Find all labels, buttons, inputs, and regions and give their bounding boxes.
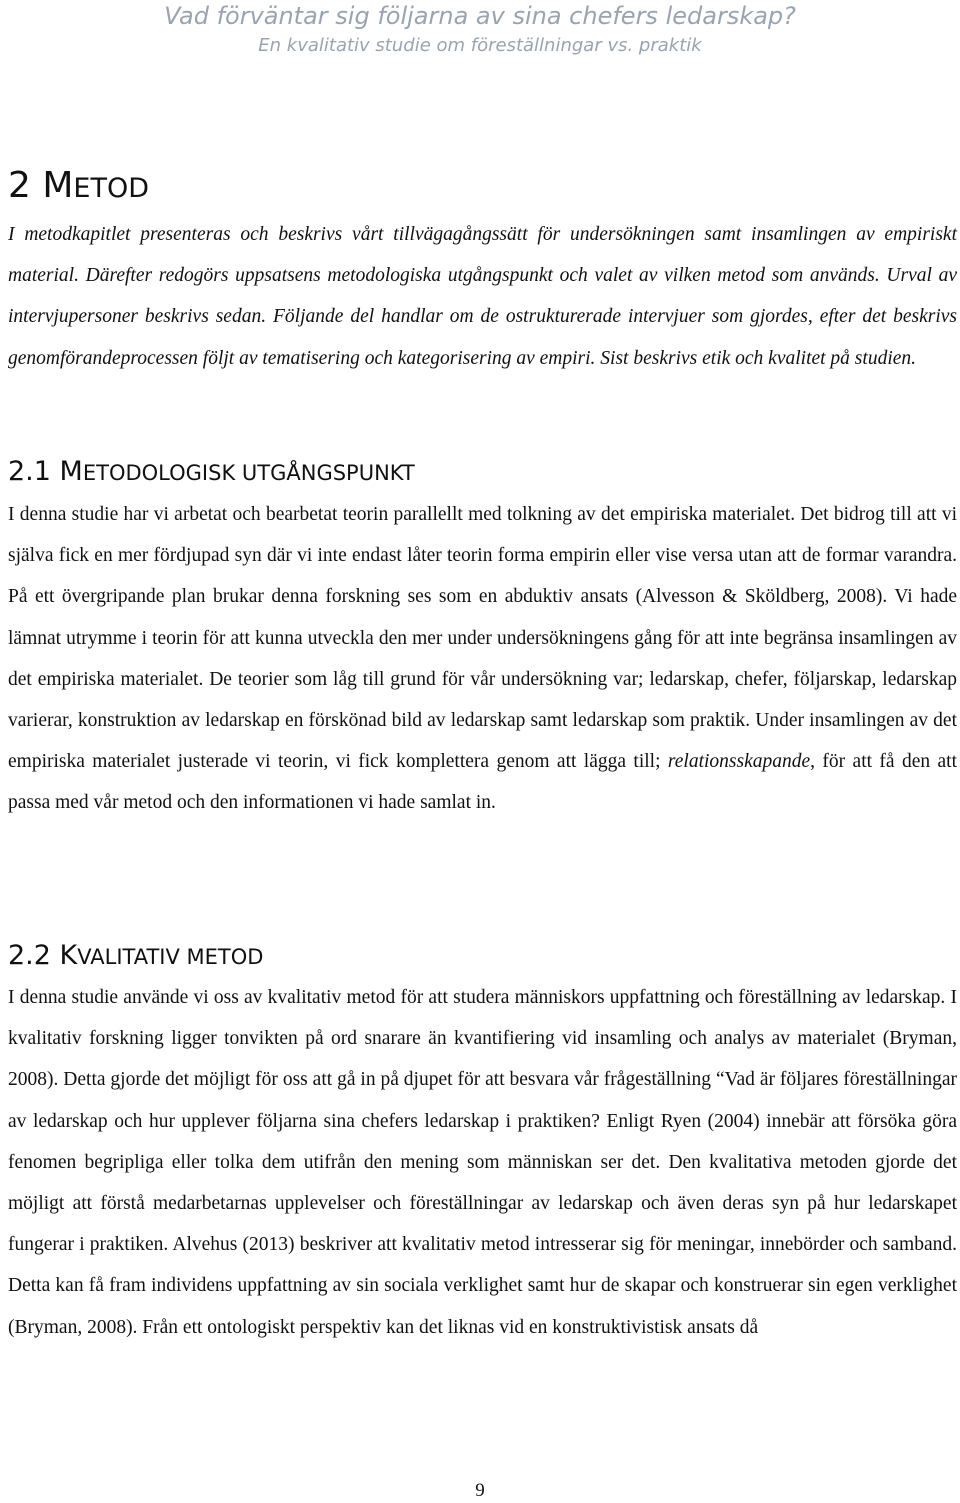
section-2-1-heading [8,455,415,490]
section-2-1-paragraph [8,494,957,824]
running-header-title: Vad förväntar sig följarna av sina chefers ledarskap? [164,2,796,30]
chapter-heading [8,164,149,211]
section-2-2-title-initial: K [59,940,78,971]
chapter-title-initial: M [42,165,74,206]
section-2-1-number: 2.1 [8,456,51,487]
section-2-1-emphasis: relationsskapande [667,751,811,773]
section-2-1-title-rest: ETODOLOGISK UTGÅNGSPUNKT [82,461,415,485]
section-2-2-title-rest: VALITATIV METOD [77,945,264,969]
section-2-2-number: 2.2 [8,940,51,971]
section-2-1-title-initial: M [59,456,83,487]
section-2-2-paragraph: I denna studie använde vi oss av kvalitativ metod för att studera människors uppfattning och föreställning av ledarskap. I kvalitativ forskning ligger tonvikten på ord snarare än kvantifiering vid insamling och analys av materialet (Bryman, 2008). Detta gjorde det möjligt för oss att gå in på djupet för att besvara vår frågeställning “Vad är följares föreställningar av ledarskap och hur upplever följarna sina chefers ledarskap i praktiken? Enligt Ryen (2004) innebär att försöka göra fenomen begripliga eller tolka dem utifrån den mening som människan ser det. Den kvalitativa metoden gjorde det möjligt att förstå medarbetarnas upplevelser och föreställningar av ledarskap och även deras syn på hur ledarskapet fungerar i praktiken. Alvehus (2013) beskriver att kvalitativ metod intresserar sig för meningar, innebörder och samband. Detta kan få fram individens uppfattning av sin sociala verklighet samt hur de skapar och konstruerar sin egen verklighet (Bryman, 2008). Från ett ontologiskt perspektiv kan det liknas vid en konstruktivistisk ansats då [8,987,957,1338]
running-header-subtitle: En kvalitativ studie om föreställningar vs. praktik [258,35,702,56]
section-2-1-text-start: I denna studie har vi arbetat och bearbetat teorin parallellt med tolkning av det empiriska materialet. Det bidrog till att vi själva fick en mer fördjupad syn där vi inte endast låter teorin forma empirin eller vise versa utan att de formar varandra. På ett övergripande plan brukar denna forskning ses som en abduktiv ansats (Alvesson & Sköldberg, 2008). Vi hade lämnat utrymme i teorin för att kunna utveckla den mer under undersökningens gång för att inte begränsa insamlingen av det empiriska materialet. De teorier som låg till grund för vår undersökning var; ledarskap, chefer, följarskap, ledarskap varierar, konstruktion av ledarskap en förskönad bild av ledarskap samt ledarskap som praktik. Under insamlingen av det empiriska materialet justerade vi teorin, vi fick komplettera genom att lägga till; [8,504,957,773]
page-number: 9 [475,1480,485,1501]
chapter-title-rest: ETOD [73,173,150,204]
chapter-number: 2 [8,165,31,206]
section-2-2-heading [8,939,263,974]
chapter-intro-paragraph: I metodkapitlet presenteras och beskrivs vårt tillvägagångssätt för undersökningen samt insamlingen av empiriskt material. Därefter redogörs uppsatsens metodologiska utgångspunkt och valet av vilken metod som används. Urval av intervjupersoner beskrivs sedan. Följande del handlar om de ostrukturerade intervjuer som gjordes, efter det beskrivs genomförandeprocessen följt av tematisering och kategorisering av empiri. Sist beskrivs etik och kvalitet på studien. [8,224,957,369]
section-2-1-text-end: , för att få den att passa med vår metod och den informationen vi hade samlat in. [8,751,957,814]
